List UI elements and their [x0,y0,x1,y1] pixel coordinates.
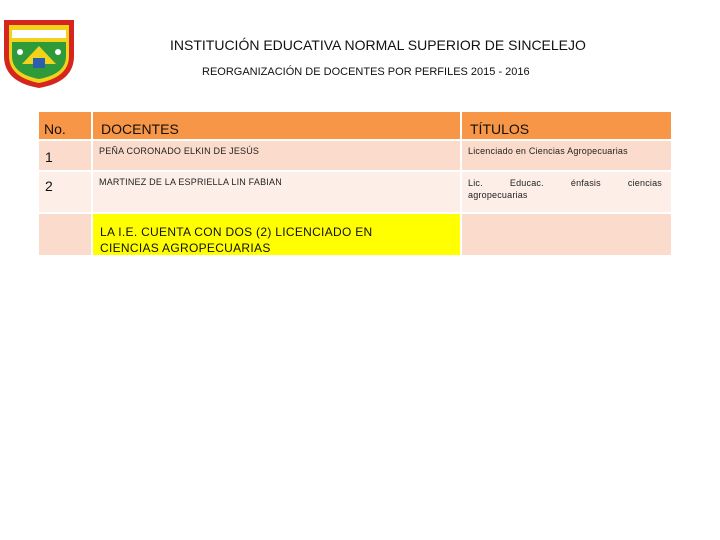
table-row-2-docente: MARTINEZ DE LA ESPRIELLA LIN FABIAN [93,172,460,212]
page-title: INSTITUCIÓN EDUCATIVA NORMAL SUPERIOR DE SINCELEJO [170,37,586,53]
col-header-no: No. [39,112,91,139]
school-crest-icon [0,12,78,90]
table-row-1-docente: PEÑA CORONADO ELKIN DE JESÚS [93,141,460,170]
summary-note: LA I.E. CUENTA CON DOS (2) LICENCIADO EN CIENCIAS AGROPECUARIAS [93,214,460,255]
page-subtitle: REORGANIZACIÓN DE DOCENTES POR PERFILES 2015 - 2016 [202,66,530,78]
col-header-titulos: TÍTULOS [462,112,671,139]
table-row-3-titulo [462,214,671,255]
col-header-docentes: DOCENTES [93,112,460,139]
table-row-1-no: 1 [39,141,91,170]
table-row-3-no [39,214,91,255]
table-row-1-titulo: Licenciado en Ciencias Agropecuarias [462,141,671,170]
table-row-2-no: 2 [39,172,91,212]
table-row-2-titulo: Lic. Educac. énfasis ciencias agropecuarias [462,172,671,212]
